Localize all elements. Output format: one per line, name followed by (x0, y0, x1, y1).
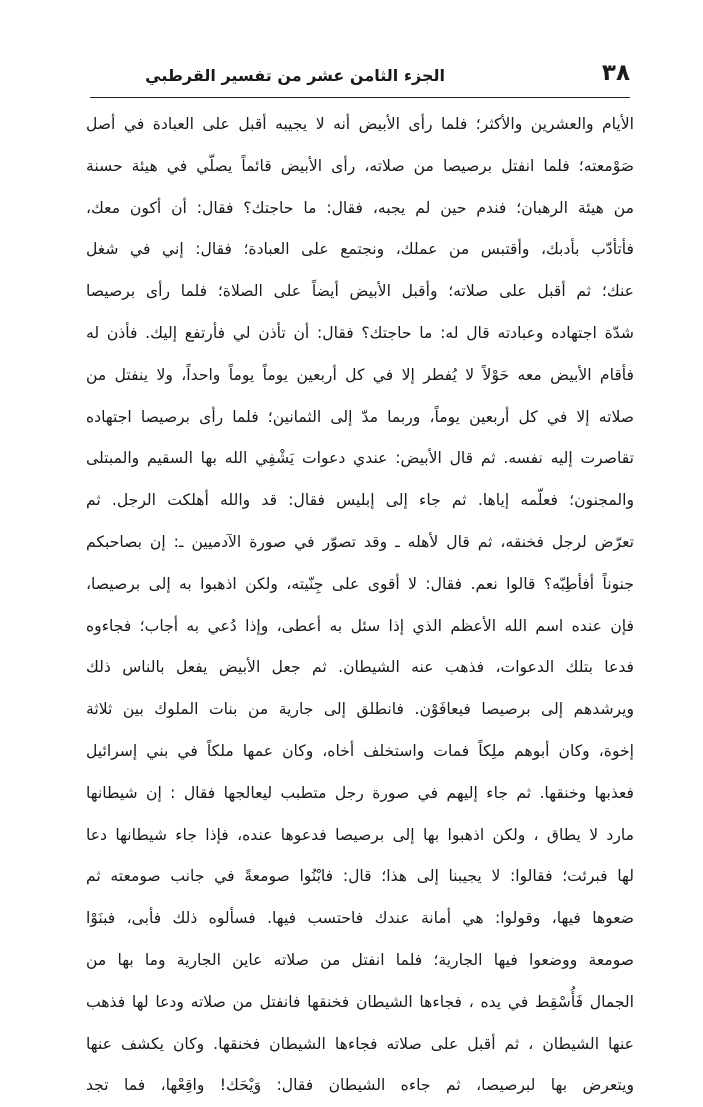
text-line: تقاصرت إليه نفسه. ثم قال الأبيض: عندي دعوات يَشْفِي الله بها السقيم والمبتلى (86, 449, 634, 468)
text-line: والمجنون؛ فعلّمه إياها. ثم جاء إلى إبليس فقال: قد والله أهلكت الرجل. ثم (86, 491, 634, 510)
text-line: فأقام الأبيض معه حَوْلاً لا يُفطر إلا في كل أربعين يوماً يوماً واحداً، ولا ينفتل من (86, 365, 634, 384)
text-line: صلاته إلا في كل أربعين يوماً، وربما مدّ إلى الثمانين؛ فلما رأى برصيصا اجتهاده (86, 407, 634, 426)
text-line: ويتعرض بها لبرصيصا، ثم جاءه الشيطان فقال: وَيْحَك! واقِعْها، فما تجد (86, 1076, 634, 1095)
text-line: فإن عنده اسم الله الأعظم الذي إذا سئل به أعطى، وإذا دُعي به أجاب؛ فجاءوه (86, 616, 634, 635)
text-line: ويرشدهم إلى برصيصا فيعافَوْن. فانطلق إلى جارية من بنات الملوك بين ثلاثة (86, 700, 634, 719)
text-line: شدّة اجتهاده وعبادته قال له: ما حاجتك؟ فقال: أن تأذن لي فأرتفع إليك. فأذن له (86, 323, 634, 342)
text-line: فأتأدّب بأدبك، وأقتبس من عملك، ونجتمع على العبادة؛ فقال: إني في شغل (86, 240, 634, 259)
text-line: تعرّض لرجل فخنقه، ثم قال لأهله ـ وقد تصوّر في صورة الآدميين ـ: إن بصاحبكم (86, 532, 634, 551)
text-line: لها فبرئت؛ فقالوا: لا يجيبنا إلى هذا؛ قال: فابْنُوا صومعةً في جانب صومعته ثم (86, 867, 634, 886)
text-line: مارد لا يطاق ، ولكن اذهبوا بها إلى برصيصا فدعوها عنده، فإذا جاء شيطانها دعا (86, 825, 634, 844)
header-divider (90, 97, 630, 98)
text-line: إخوة، وكان أبوهم ملِكاً فمات واستخلف أخاه، وكان عمها ملكاً في بني إسرائيل (86, 741, 634, 760)
text-line: عنها الشيطان ، ثم أقبل على صلاته فجاءها الشيطان فخنقها. وكان يكشف عنها (86, 1034, 634, 1053)
text-line: الأيام والعشرين والأكثر؛ فلما رأى الأبيض أنه لا يجيبه أقبل على العبادة في أصل (86, 115, 634, 133)
running-title: الجزء الثامن عشر من تفسير القرطبي (145, 66, 445, 85)
page-number: ٣٨ (601, 60, 630, 86)
text-line: صومعة ووضعوا فيها الجارية؛ فلما انفتل من صلاته عاين الجارية وما بها من (86, 950, 634, 969)
text-line: فعذبها وخنقها. ثم جاء إليهم في صورة رجل متطبب ليعالجها فقال : إن شيطانها (86, 783, 634, 802)
text-line: صَوْمعته؛ فلما انفتل برصيصا من صلاته، رأى الأبيض قائماً يصلّي في هيئة حسنة (86, 156, 634, 175)
text-line: عنك؛ ثم أقبل على صلاته؛ وأقبل الأبيض أيضاً على الصلاة؛ فلما رأى برصيصا (86, 282, 634, 301)
text-line: الجمال فَأُسْقِط في يده ، فجاءها الشيطان فخنقها فانفتل من صلاته ودعا لها فذهب (86, 992, 634, 1011)
text-line: ضعوها فيها، وقولوا: هي أمانة عندك فاحتسب فيها. فسألوه ذلك فأبى، فبنَوْا (86, 909, 634, 928)
text-line: من هيئة الرهبان؛ فندم حين لم يجبه، فقال: ما حاجتك؟ فقال: أن أكون معك، (86, 198, 634, 217)
body-text (86, 104, 634, 1107)
text-line: جنوناً أفأطِبّه؟ قالوا نعم. فقال: لا أقوى على جِنّيته، ولكن اذهبوا به إلى برصيصا، (86, 574, 634, 593)
page-header (90, 56, 630, 96)
text-line: فدعا بتلك الدعوات، فذهب عنه الشيطان. ثم جعل الأبيض يفعل بالناس ذلك (86, 658, 634, 677)
